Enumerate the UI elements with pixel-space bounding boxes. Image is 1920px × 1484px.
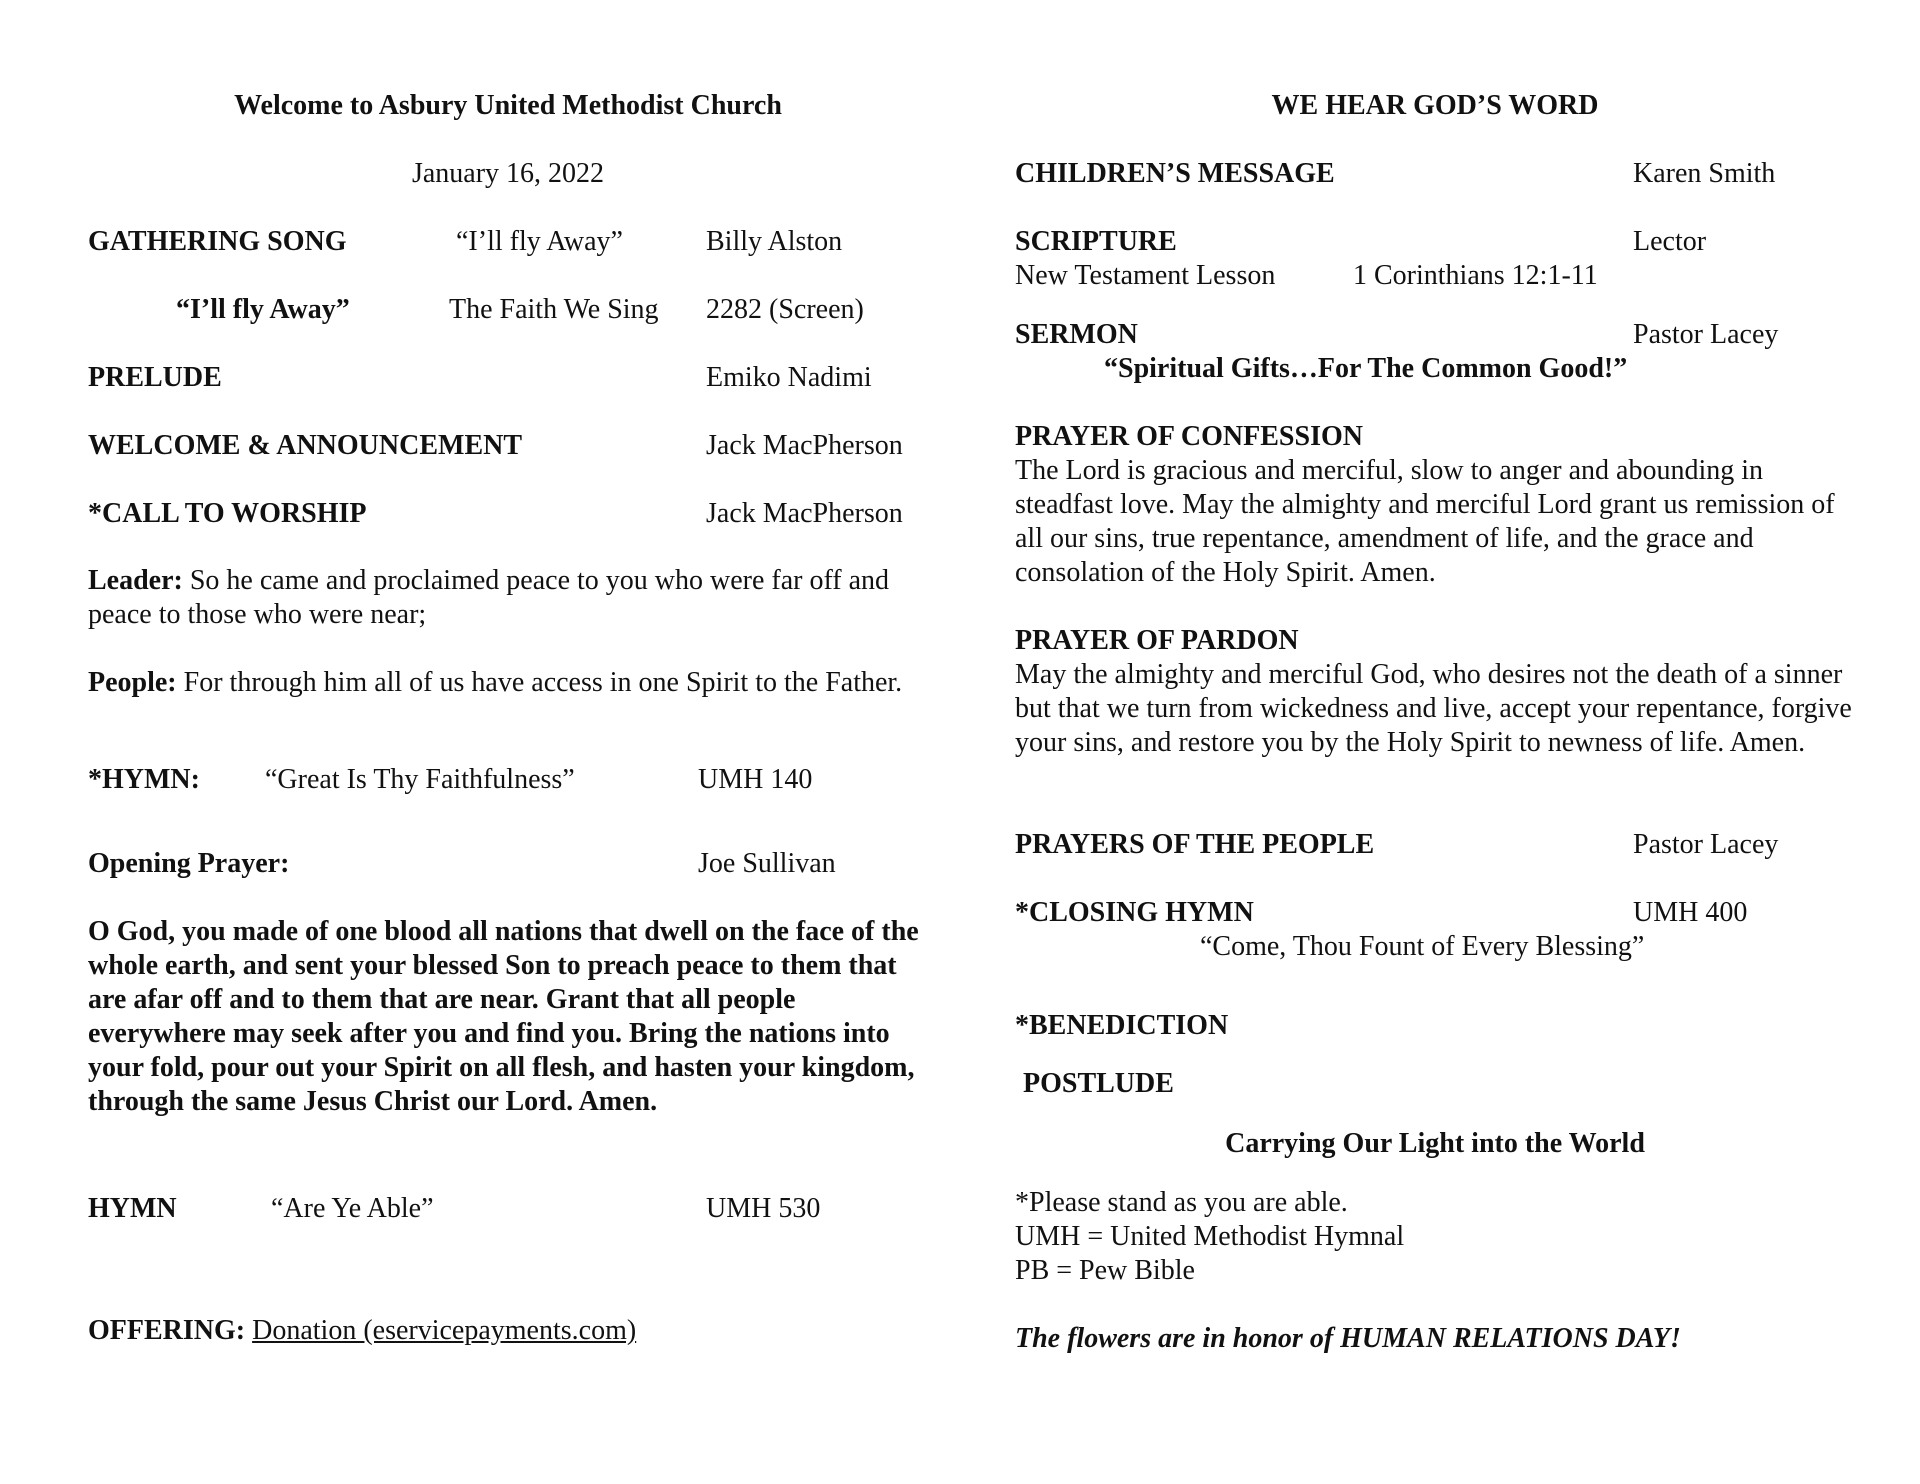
prelude-leader: Emiko Nadimi	[706, 362, 872, 393]
welcome-label: WELCOME & ANNOUNCEMENT	[88, 430, 523, 461]
note-umh: UMH = United Methodist Hymnal	[1015, 1221, 1405, 1252]
pardon-text: May the almighty and merciful God, who desires not the death of a sinner but that we turn from wickedness and live, accept your repentance, forgive your sins, and restore you by the Holy Spirit to newness of life. Amen.	[1015, 659, 1852, 758]
closing-hymn-number: UMH 400	[1633, 897, 1748, 928]
offering-line	[88, 1314, 636, 1348]
gathering-song-label: GATHERING SONG	[88, 226, 347, 257]
welcome-leader: Jack MacPherson	[706, 430, 903, 461]
call-to-worship-label: *CALL TO WORSHIP	[88, 498, 367, 529]
scripture-reference: 1 Corinthians 12:1-11	[1353, 260, 1598, 291]
gathering-song-title: “I’ll fly Away”	[456, 226, 623, 257]
postlude-label: POSTLUDE	[1023, 1068, 1174, 1099]
closing-hymn-title: “Come, Thou Fount of Every Blessing”	[1200, 931, 1645, 962]
hymn1-label: *HYMN:	[88, 764, 200, 795]
gathering-detail-book: The Faith We Sing	[449, 294, 659, 325]
donation-link[interactable]: Donation (eservicepayments.com)	[252, 1315, 637, 1346]
pardon-label: PRAYER OF PARDON	[1015, 625, 1299, 656]
sermon-label: SERMON	[1015, 319, 1138, 350]
call-to-worship-leader: Jack MacPherson	[706, 498, 903, 529]
people-text: For through him all of us have access in one Spirit to the Father.	[176, 667, 903, 698]
leader-response	[88, 564, 918, 632]
note-pb: PB = Pew Bible	[1015, 1255, 1195, 1286]
childrens-message-label: CHILDREN’S MESSAGE	[1015, 158, 1335, 189]
hymn2-label: HYMN	[88, 1193, 177, 1224]
opening-prayer-text: O God, you made of one blood all nations that dwell on the face of the whole earth, and sent your blessed Son to preach peace to them that are afar off and to them that are near. Grant that all people everywhere may seek after you and find you. Bring the nations into your fold, pour out your Spirit on all flesh, and hasten your kingdom, through the same Jesus Christ our Lord. Amen.	[88, 916, 919, 1117]
people-response	[88, 666, 918, 700]
motto: Carrying Our Light into the World	[1225, 1128, 1645, 1159]
service-date: January 16, 2022	[411, 158, 605, 189]
opening-prayer-leader: Joe Sullivan	[698, 848, 836, 879]
offering-label: OFFERING:	[88, 1315, 246, 1346]
prayers-people-leader: Pastor Lacey	[1633, 829, 1779, 860]
scripture-lesson: New Testament Lesson	[1015, 260, 1276, 291]
hymn2-title: “Are Ye Able”	[271, 1193, 434, 1224]
leader-label: Leader:	[88, 565, 183, 596]
gathering-detail-number: 2282 (Screen)	[706, 294, 864, 325]
confession-text: The Lord is gracious and merciful, slow to anger and abounding in steadfast love. May the almighty and merciful Lord grant us remission of all our sins, true repentance, amendment of life, and the grace and consolation of the Holy Spirit. Amen.	[1015, 455, 1835, 588]
gathering-detail-song: “I’ll fly Away”	[176, 294, 350, 325]
scripture-label: SCRIPTURE	[1015, 226, 1177, 257]
note-stand: *Please stand as you are able.	[1015, 1187, 1348, 1218]
childrens-message-leader: Karen Smith	[1633, 158, 1776, 189]
people-label: People:	[88, 667, 177, 698]
opening-prayer-label: Opening Prayer:	[88, 848, 290, 879]
scripture-leader: Lector	[1633, 226, 1707, 257]
closing-hymn-label: *CLOSING HYMN	[1015, 897, 1254, 928]
left-title: Welcome to Asbury United Methodist Church	[234, 90, 782, 121]
gathering-song-leader: Billy Alston	[706, 226, 843, 257]
prelude-label: PRELUDE	[88, 362, 222, 393]
hymn1-number: UMH 140	[698, 764, 813, 795]
sermon-title: “Spiritual Gifts…For The Common Good!”	[1104, 353, 1628, 384]
sermon-leader: Pastor Lacey	[1633, 319, 1779, 350]
confession-label: PRAYER OF CONFESSION	[1015, 421, 1363, 452]
benediction-label: *BENEDICTION	[1015, 1010, 1229, 1041]
flowers-note: The flowers are in honor of HUMAN RELATIONS DAY!	[1015, 1323, 1681, 1354]
hymn1-title: “Great Is Thy Faithfulness”	[265, 764, 575, 795]
hymn2-number: UMH 530	[706, 1193, 821, 1224]
prayers-people-label: PRAYERS OF THE PEOPLE	[1015, 829, 1375, 860]
right-title: WE HEAR GOD’S WORD	[1271, 90, 1599, 121]
leader-text: So he came and proclaimed peace to you who were far off and peace to those who were near;	[88, 565, 890, 630]
